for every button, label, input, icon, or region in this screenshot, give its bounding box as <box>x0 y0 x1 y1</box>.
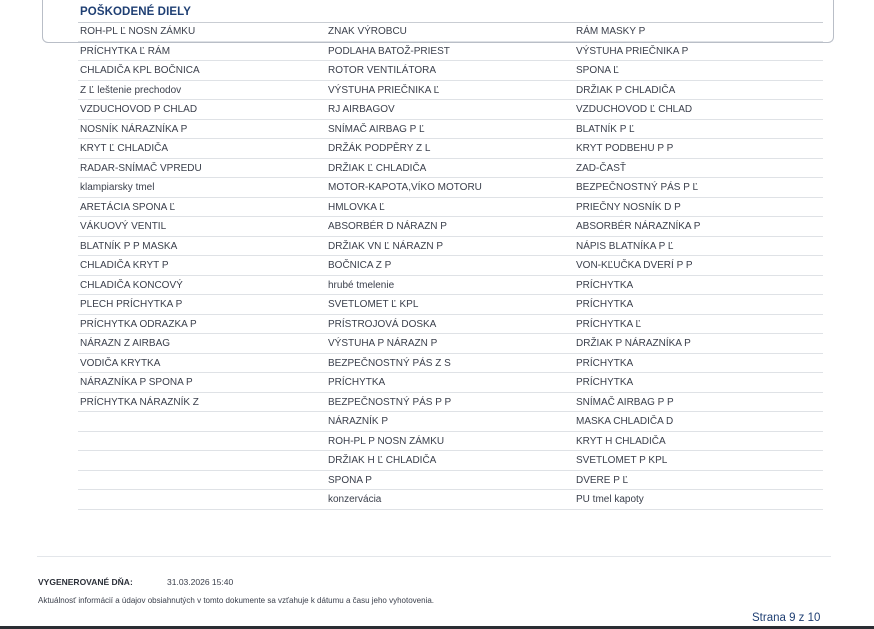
part-cell: PRÍCHYTKA <box>576 299 634 310</box>
table-row <box>78 120 823 140</box>
part-cell: MASKA CHLADIČA D <box>576 416 674 427</box>
part-cell: DRŽIAK P NÁRAZNÍKA P <box>576 338 691 349</box>
table-row <box>78 490 823 510</box>
part-cell: PLECH PRÍCHYTKA P <box>80 299 183 310</box>
part-cell: CHLADIČA KONCOVÝ <box>80 279 183 291</box>
footer-divider <box>37 556 831 557</box>
part-cell: BLATNÍK P Ľ <box>576 123 635 135</box>
part-cell: PRÍSTROJOVÁ DOSKA <box>328 318 437 330</box>
part-cell: DRŽIAK VN Ľ NÁRAZN P <box>328 240 444 252</box>
part-cell: VÁKUOVÝ VENTIL <box>80 221 167 232</box>
table-row <box>78 471 823 491</box>
part-cell: klampiarsky tmel <box>80 182 155 193</box>
table-row <box>78 334 823 354</box>
part-cell: KRYT PODBEHU P P <box>576 143 674 154</box>
table-row <box>78 393 823 413</box>
table-row <box>78 354 823 374</box>
part-cell: VZDUCHOVOD P CHLAD <box>80 104 198 115</box>
part-cell: ROH-PL Ľ NOSN ZÁMKU <box>80 26 196 37</box>
part-cell: KRYT H CHLADIČA <box>576 435 666 447</box>
part-cell: VÝSTUHA PRIEČNIKA P <box>576 45 689 57</box>
part-cell: VON-KĽUČKA DVERÍ P P <box>576 260 693 271</box>
table-row <box>78 159 823 179</box>
part-cell: ROH-PL P NOSN ZÁMKU <box>328 435 445 447</box>
table-row <box>78 178 823 198</box>
part-cell: SNÍMAČ AIRBAG P Ľ <box>328 123 425 135</box>
part-cell: KRYT Ľ CHLADIČA <box>80 143 168 154</box>
part-cell: NÁPIS BLATNÍKA P Ľ <box>576 240 674 252</box>
part-cell: SPONA P <box>328 474 372 486</box>
section-title: POŠKODENÉ DIELY <box>80 6 191 18</box>
table-row <box>78 22 823 42</box>
part-cell: HMLOVKA Ľ <box>328 201 385 213</box>
table-row <box>78 451 823 471</box>
part-cell: NÁRAZNÍKA P SPONA P <box>80 377 193 388</box>
table-row <box>78 256 823 276</box>
part-cell: BEZPEČNOSTNÝ PÁS P P <box>328 396 452 408</box>
part-cell: VZDUCHOVOD Ľ CHLAD <box>576 104 693 115</box>
part-cell: BOČNICA Z P <box>328 260 392 271</box>
part-cell: PRÍCHYTKA <box>576 357 634 369</box>
part-cell: VODIČA KRYTKA <box>80 357 161 369</box>
table-row <box>78 315 823 335</box>
part-cell: DRŽIAK P CHLADIČA <box>576 84 676 96</box>
part-cell: DRŽIAK Ľ CHLADIČA <box>328 162 427 174</box>
part-cell: PRIEČNY NOSNÍK D P <box>576 201 681 213</box>
part-cell: RÁM MASKY P <box>576 26 646 37</box>
table-row <box>78 276 823 296</box>
part-cell: PRÍCHYTKA ODRAZKA P <box>80 318 197 330</box>
part-cell: konzervácia <box>328 494 382 505</box>
part-cell: PRÍCHYTKA <box>328 377 386 388</box>
part-cell: BEZPEČNOSTNÝ PÁS P Ľ <box>576 182 699 193</box>
damaged-parts-table <box>78 22 823 510</box>
part-cell: NÁRAZNÍK P <box>328 416 389 427</box>
disclaimer-text: Aktuálnosť informácií a údajov obsiahnutých v tomto dokumente sa vzťahuje k dátumu a času jeho vyhotovenia. <box>38 596 435 605</box>
table-row <box>78 217 823 237</box>
part-cell: PRÍCHYTKA Ľ <box>576 318 642 330</box>
part-cell: VÝSTUHA P NÁRAZN P <box>328 338 438 349</box>
generated-timestamp: 31.03.2026 15:40 <box>167 577 234 587</box>
table-row <box>78 81 823 101</box>
part-cell: CHLADIČA KPL BOČNICA <box>80 65 200 76</box>
table-row <box>78 100 823 120</box>
part-cell: BLATNÍK P P MASKA <box>80 240 178 252</box>
table-row <box>78 198 823 218</box>
part-cell: ABSORBÉR NÁRAZNÍKA P <box>576 221 701 232</box>
part-cell: SVETLOMET Ľ KPL <box>328 299 419 310</box>
table-row <box>78 61 823 81</box>
part-cell: MOTOR-KAPOTA,VÍKO MOTORU <box>328 182 482 193</box>
part-cell: BEZPEČNOSTNÝ PÁS Z S <box>328 357 451 369</box>
part-cell: PU tmel kapoty <box>576 494 644 505</box>
page-number: Strana 9 z 10 <box>752 612 821 624</box>
table-row <box>78 373 823 393</box>
part-cell: DVERE P Ľ <box>576 474 629 486</box>
part-cell: ARETÁCIA SPONA Ľ <box>80 201 176 213</box>
part-cell: CHLADIČA KRYT P <box>80 260 169 271</box>
part-cell: NOSNÍK NÁRAZNÍKA P <box>80 123 188 135</box>
table-row <box>78 412 823 432</box>
part-cell: Z Ľ leštenie prechodov <box>80 84 182 96</box>
part-cell: PRÍCHYTKA <box>576 377 634 388</box>
part-cell: SNÍMAČ AIRBAG P P <box>576 396 674 408</box>
part-cell: ROTOR VENTILÁTORA <box>328 65 436 76</box>
part-cell: ZAD-ČASŤ <box>576 162 626 174</box>
generated-label: VYGENEROVANÉ DŇA: <box>38 577 133 587</box>
part-cell: ZNAK VÝROBCU <box>328 26 407 37</box>
part-cell: RADAR-SNÍMAČ VPREDU <box>80 162 202 174</box>
part-cell: PRÍCHYTKA NÁRAZNÍK Z <box>80 396 199 408</box>
table-row <box>78 42 823 62</box>
table-row <box>78 139 823 159</box>
part-cell: ABSORBÉR D NÁRAZN P <box>328 221 447 232</box>
part-cell: RJ AIRBAGOV <box>328 104 395 115</box>
part-cell: SVETLOMET P KPL <box>576 455 668 466</box>
table-row <box>78 295 823 315</box>
table-row <box>78 237 823 257</box>
part-cell: NÁRAZN Z AIRBAG <box>80 338 171 349</box>
part-cell: PRÍCHYTKA <box>576 279 634 291</box>
part-cell: DRŽIAK H Ľ CHLADIČA <box>328 455 437 466</box>
table-row <box>78 432 823 452</box>
part-cell: DRŽÁK PODPĚRY Z L <box>328 143 431 154</box>
part-cell: VÝSTUHA PRIEČNIKA Ľ <box>328 84 440 96</box>
part-cell: SPONA Ľ <box>576 65 619 76</box>
part-cell: PRÍCHYTKA Ľ RÁM <box>80 45 171 57</box>
part-cell: hrubé tmelenie <box>328 279 395 291</box>
part-cell: PODLAHA BATOŽ-PRIEST <box>328 45 450 57</box>
